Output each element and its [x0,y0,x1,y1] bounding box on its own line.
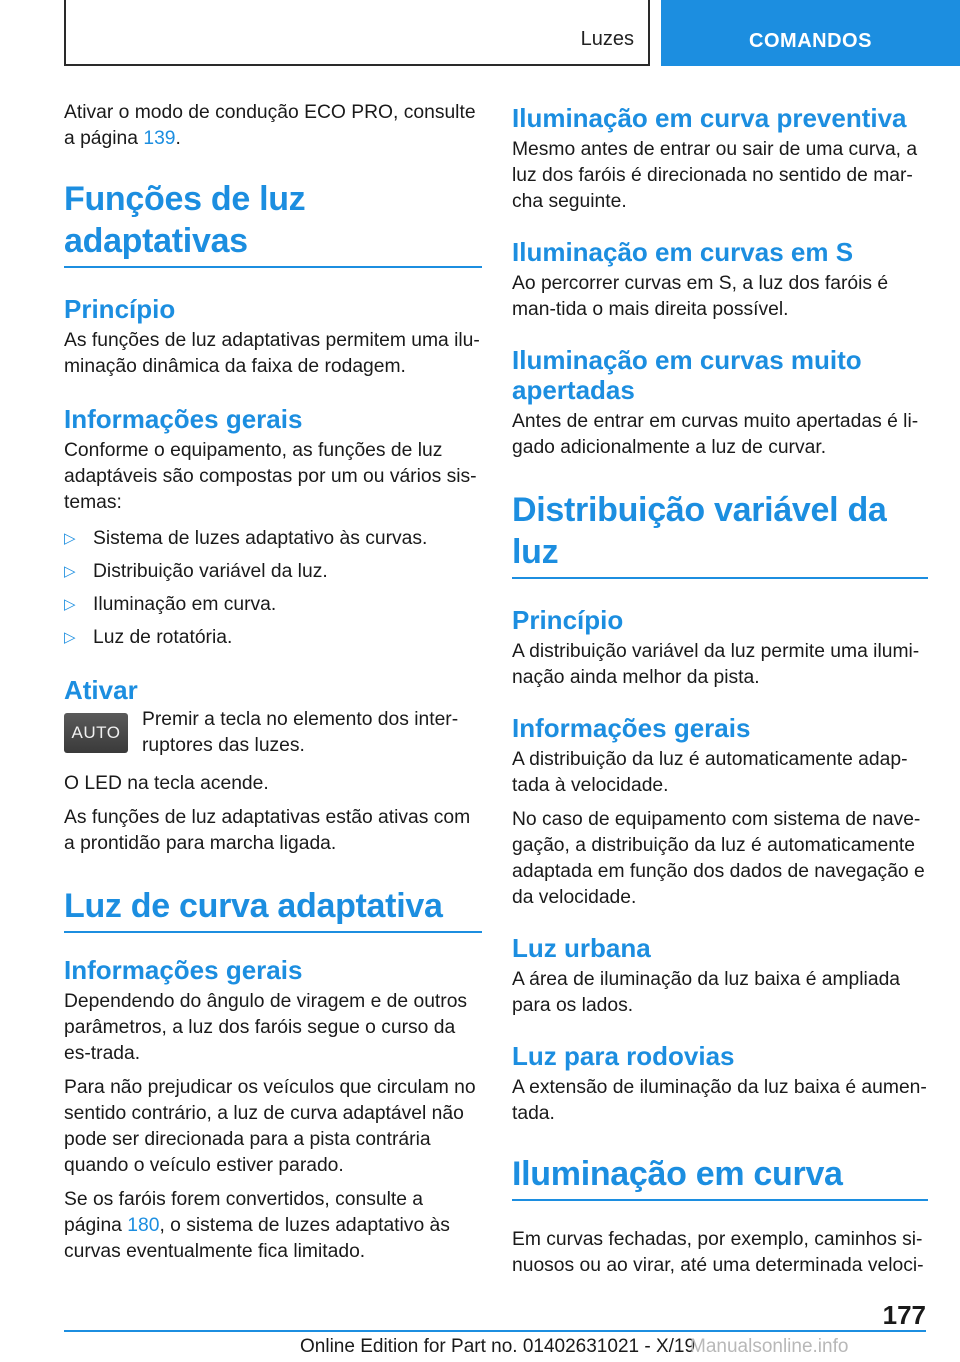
left-column [64,100,482,1273]
heading-principio: Princípio [64,294,176,324]
header-chapter-tab[interactable] [661,0,960,66]
rodovias-text: A extensão de iluminação da luz baixa é aumen-tada. [512,1077,927,1124]
header-section-label: Luzes [580,28,634,50]
right-column [512,100,928,1287]
page-number: 177 [882,1300,926,1330]
ativar-row [64,707,482,759]
curva-p2: Para não prejudicar os veículos que circulam no sentido contrário, a luz de curva adaptável não pode ser direcionada para a pista contrária quando o veículo estiver parado. [64,1077,476,1176]
heading-iluminacao-curvas-s: Iluminação em curvas em S [512,237,854,267]
ativar-text: Premir a tecla no elemento dos inter-ruptores das luzes. [142,709,459,756]
distrib-info-p1: A distribuição da luz é automaticamente adap-tada à velocidade. [512,749,908,796]
preventiva-text: Mesmo antes de entrar ou sair de uma curva, a luz dos faróis é direcionada no sentido de mar-cha seguinte. [512,139,918,212]
heading-luz-rodovias: Luz para rodovias [512,1041,735,1071]
urbana-text: A área de iluminação da luz baixa é ampliada para os lados. [512,969,901,1016]
intro-paragraph: Ativar o modo de condução ECO PRO, consulte a página 139. [64,102,476,149]
distrib-principio-text: A distribuição variável da luz permite uma ilumi-nação ainda melhor da pista. [512,641,920,688]
heading-informacoes-gerais-curva: Informações gerais [64,955,303,985]
triangle-bullet-icon: ▷ [64,563,76,580]
heading-luz-urbana: Luz urbana [512,933,651,963]
footer-edition: Online Edition for Part no. 01402631021 - X/19 [300,1336,696,1357]
auto-button-icon: AUTO [64,713,128,753]
list-item: ▷ Sistema de luzes adaptativo às curvas. [64,526,482,552]
header-section-box [64,0,650,66]
curvas-s-text: Ao percorrer curvas em S, a luz dos faróis é man-tida o mais direita possível. [512,273,889,320]
info-text: Conforme o equipamento, as funções de luz adaptáveis são compostas por um ou vários sis-temas: [64,440,477,513]
principio-text: As funções de luz adaptativas permitem uma ilu-minação dinâmica da faixa de rodagem. [64,330,480,377]
list-item: ▷ Iluminação em curva. [64,592,482,618]
heading-informacoes-gerais-distrib: Informações gerais [512,713,751,743]
apertadas-text: Antes de entrar em curvas muito apertadas é li-gado adicionalmente a luz de curvar. [512,411,919,458]
heading-iluminacao-curvas-apertadas: Iluminação em curvas muito apertadas [512,345,862,405]
active-text: As funções de luz adaptativas estão ativas com a prontidão para marcha ligada. [64,807,471,854]
heading-iluminacao-curva-preventiva: Iluminação em curva preventiva [512,103,907,133]
heading-informacoes-gerais: Informações gerais [64,404,303,434]
page-link-139[interactable]: 139 [143,128,176,149]
footer-watermark: Manualsonline.info [690,1336,849,1357]
ilum-curva-text: Em curvas fechadas, por exemplo, caminhos si-nuosos ou ao virar, até uma determinada veloci- [512,1229,924,1276]
triangle-bullet-icon: ▷ [64,629,76,646]
heading-distribuicao-variavel: Distribuição variável da luz [512,489,928,579]
heading-ativar: Ativar [64,675,138,705]
heading-principio-distrib: Princípio [512,605,624,635]
curva-p3: Se os faróis forem convertidos, consulte a página 180, o sistema de luzes adaptativo às curvas eventualmente fica limitado. [64,1189,450,1262]
heading-funcoes-luz-adaptativas: Funções de luz adaptativas [64,178,482,268]
triangle-bullet-icon: ▷ [64,596,76,613]
curva-p1: Dependendo do ângulo de viragem e de outros parâmetros, a luz dos faróis segue o curso da es-trada. [64,991,468,1064]
led-text: O LED na tecla acende. [64,773,269,794]
heading-luz-curva-adaptativa: Luz de curva adaptativa [64,885,482,933]
list-item: ▷ Luz de rotatória. [64,625,482,651]
header-chapter-label: COMANDOS [749,30,872,52]
page-link-180[interactable]: 180 [127,1215,160,1236]
systems-list [64,526,482,651]
footer-divider [64,1330,926,1332]
distrib-info-p2: No caso de equipamento com sistema de nave-gação, a distribuição da luz é automaticamente adaptada em função dos dados de navegação e da velocidade. [512,809,925,908]
triangle-bullet-icon: ▷ [64,530,76,547]
heading-iluminacao-curva: Iluminação em curva [512,1153,928,1201]
list-item: ▷ Distribuição variável da luz. [64,559,482,585]
